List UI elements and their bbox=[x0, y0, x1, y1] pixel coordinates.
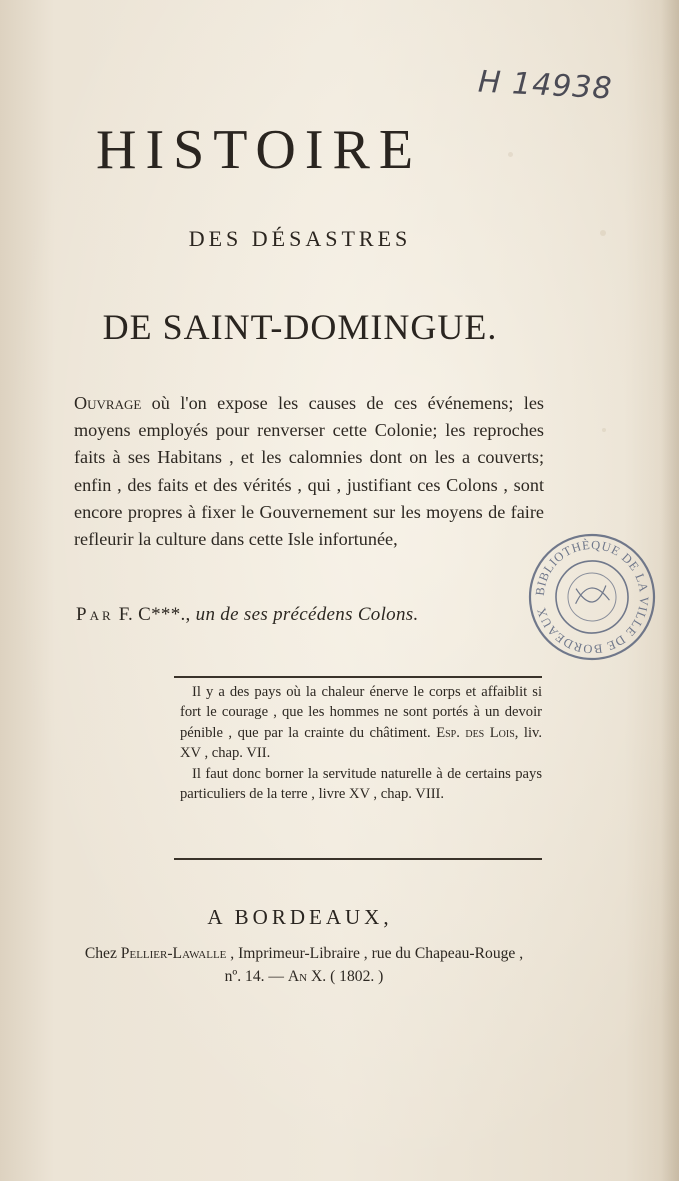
imprint-year-label: An X bbox=[287, 968, 323, 985]
shelfmark-handwritten: H 14938 bbox=[477, 64, 614, 107]
title-place: DE SAINT-DOMINGUE. bbox=[102, 307, 498, 347]
imprint-address: , Imprimeur-Libraire , rue du Chapeau-Rouge , nº. 14. — bbox=[224, 945, 524, 985]
page-edge-shadow bbox=[661, 0, 679, 1181]
imprint-year: . ( 1802. ) bbox=[322, 968, 384, 985]
epigraph-citation: Esp. des Lois bbox=[436, 724, 515, 741]
epigraph-quote-1: Il y a des pays où la chaleur énerve le corps et affaiblit si fort le courage , que les hommes ne sont portés à un devoir pénible , que par la crainte du châtiment. bbox=[180, 684, 542, 741]
author-name: F. C***., bbox=[113, 604, 191, 625]
publication-place: A BORDEAUX, bbox=[207, 905, 393, 929]
epigraph-paragraph-1 bbox=[180, 682, 542, 764]
stamp-text-path: BIBLIOTHÈQUE DE LA VILLE DE BORDEAUX bbox=[532, 537, 652, 657]
foxing-spot bbox=[508, 152, 513, 157]
imprint-printer: Pellier-Lawalle bbox=[120, 945, 227, 962]
foxing-spot bbox=[602, 428, 606, 432]
description-lead: Ouvrage bbox=[74, 393, 142, 413]
author-description: un de ses précédens Colons. bbox=[190, 604, 419, 625]
library-stamp-icon bbox=[521, 526, 664, 669]
epigraph-reference-1: , liv. XV , chap. VII. bbox=[180, 724, 543, 762]
imprint-chez: Chez bbox=[84, 945, 121, 962]
work-description bbox=[74, 390, 544, 553]
epigraph bbox=[180, 682, 542, 804]
epigraph-rule-top bbox=[174, 676, 542, 678]
author-line bbox=[76, 604, 546, 626]
description-text: où l'on expose les causes de ces événemens; les moyens employés pour renverser cette Colonie; les reproches faits à ses Habitans , et les calomnies dont on les a couverts; enfin , des faits et des vérités , qui , justifiant ces Colons , sont encore propres à fixer le Gouvernement sur les moyens de faire refleurir la culture dans cette Isle infortunée, bbox=[74, 393, 544, 550]
foxing-spot bbox=[600, 230, 606, 236]
imprint bbox=[76, 942, 532, 988]
title-subtitle: DES DÉSASTRES bbox=[188, 226, 412, 251]
stamp-text bbox=[527, 532, 657, 662]
epigraph-paragraph-2: Il faut donc borner la servitude naturelle à de certains pays particuliers de la terre , livre XV , chap. VIII. bbox=[180, 765, 542, 803]
author-prefix: Par bbox=[76, 604, 114, 625]
title-main: HISTOIRE bbox=[96, 119, 423, 181]
epigraph-rule-bottom bbox=[174, 858, 542, 860]
